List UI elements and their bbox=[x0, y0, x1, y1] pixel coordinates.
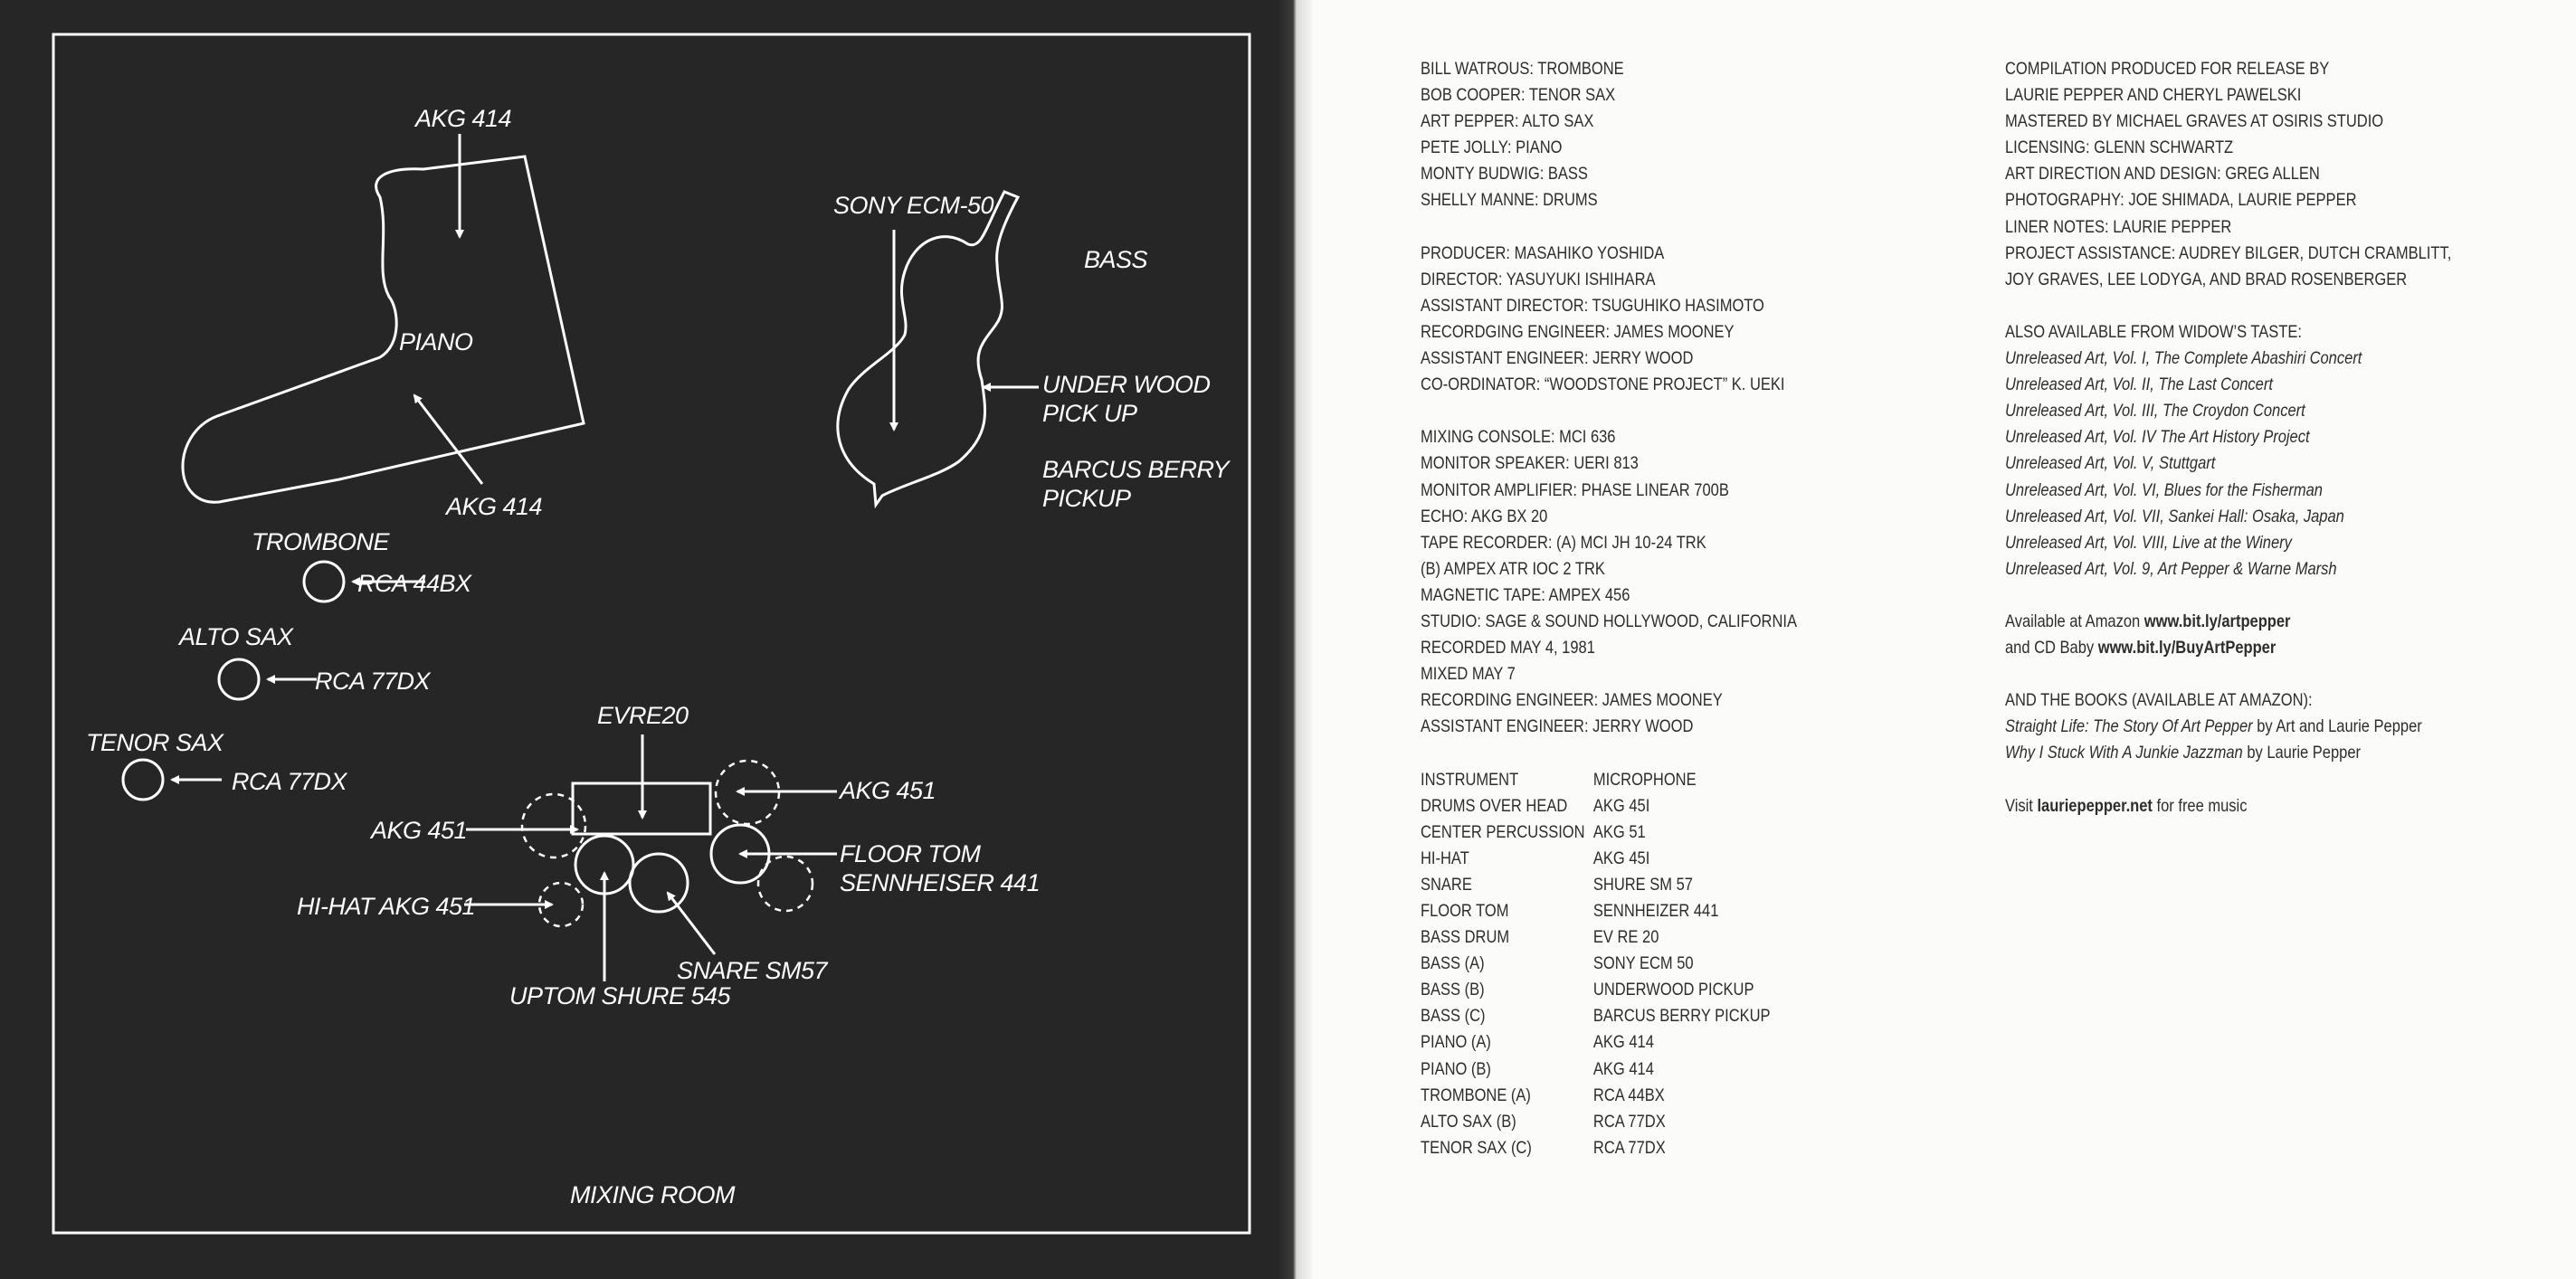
album-item: Unreleased Art, Vol. 9, Art Pepper & Warne Marsh bbox=[2005, 559, 2337, 579]
label-akg414-top: AKG 414 bbox=[415, 105, 512, 132]
equipment-line: RECORDING ENGINEER: JAMES MOONEY bbox=[1421, 691, 1723, 711]
book-author: by Laurie Pepper bbox=[2242, 744, 2361, 763]
table-row bbox=[1421, 1003, 1797, 1029]
cdbaby-prefix: and CD Baby bbox=[2005, 639, 2098, 658]
cdbaby-line bbox=[2005, 635, 2451, 661]
label-floortom-1: FLOOR TOM bbox=[840, 840, 981, 867]
tenor-sax-mic bbox=[123, 760, 163, 800]
microphone-cell: AKG 45I bbox=[1592, 848, 1650, 868]
album-item: Unreleased Art, Vol. VI, Blues for the Fisherman bbox=[2005, 480, 2323, 500]
album-item: Unreleased Art, Vol. I, The Complete Abashiri Concert bbox=[2005, 349, 2362, 369]
microphone-cell: SHURE SM 57 bbox=[1592, 875, 1693, 895]
production-line: CO-ORDINATOR: “WOODSTONE PROJECT” K. UEKI bbox=[1421, 375, 1785, 395]
label-uptom: UPTOM SHURE 545 bbox=[509, 982, 731, 1009]
musician-line: BOB COOPER: TENOR SAX bbox=[1421, 86, 1616, 106]
alto-sax-mic bbox=[219, 659, 259, 699]
book-author: by Art and Laurie Pepper bbox=[2252, 717, 2422, 737]
microphone-cell: RCA 77DX bbox=[1592, 1112, 1666, 1132]
instrument-cell: SNARE bbox=[1421, 875, 1472, 895]
table-row bbox=[1421, 1056, 1797, 1083]
equipment-line: MAGNETIC TAPE: AMPEX 456 bbox=[1421, 585, 1630, 605]
instrument-cell: DRUMS OVER HEAD bbox=[1421, 796, 1568, 816]
compilation-line: ART DIRECTION AND DESIGN: GREG ALLEN bbox=[2005, 165, 2320, 185]
instrument-cell: PIANO (A) bbox=[1421, 1033, 1491, 1053]
instrument-cell: PIANO (B) bbox=[1421, 1059, 1491, 1079]
production-line: RECORDGING ENGINEER: JAMES MOONEY bbox=[1421, 322, 1735, 342]
table-row bbox=[1421, 1109, 1797, 1135]
label-bass: BASS bbox=[1084, 246, 1148, 273]
snare-drum bbox=[630, 854, 688, 912]
book-title: Straight Life: The Story Of Art Pepper bbox=[2005, 717, 2253, 737]
album-item: Unreleased Art, Vol. VIII, Live at the Winery bbox=[2005, 533, 2292, 553]
table-row bbox=[1421, 793, 1797, 820]
instrument-cell: BASS DRUM bbox=[1421, 928, 1510, 948]
album-item: Unreleased Art, Vol. VII, Sankei Hall: Osaka, Japan bbox=[2005, 507, 2344, 526]
microphone-cell: UNDERWOOD PICKUP bbox=[1592, 981, 1754, 1000]
instrument-cell: ALTO SAX (B) bbox=[1421, 1112, 1516, 1132]
label-altosax: ALTO SAX bbox=[179, 623, 293, 650]
label-underwood-2: PICK UP bbox=[1042, 400, 1137, 427]
microphone-cell: SONY ECM 50 bbox=[1592, 954, 1694, 974]
compilation-line: PROJECT ASSISTANCE: AUDREY BILGER, DUTCH CRAMBLITT, bbox=[2005, 243, 2452, 263]
instrument-cell: FLOOR TOM bbox=[1421, 902, 1509, 921]
compilation-line: LICENSING: GLENN SCHWARTZ bbox=[2005, 138, 2234, 158]
compilation-line: LAURIE PEPPER AND CHERYL PAWELSKI bbox=[2005, 86, 2302, 106]
book-title: Why I Stuck With A Junkie Jazzman bbox=[2005, 744, 2243, 763]
album-item: Unreleased Art, Vol. III, The Croydon Concert bbox=[2005, 402, 2305, 422]
piano-shape bbox=[183, 156, 584, 502]
microphone-cell: AKG 45I bbox=[1592, 796, 1650, 816]
musician-line: PETE JOLLY: PIANO bbox=[1421, 138, 1563, 158]
microphone-cell: EV RE 20 bbox=[1592, 928, 1659, 948]
label-barcus-2: PICKUP bbox=[1042, 485, 1131, 512]
visit-prefix: Visit bbox=[2005, 796, 2038, 816]
album-item: Unreleased Art, Vol. V, Stuttgart bbox=[2005, 454, 2216, 474]
label-piano: PIANO bbox=[399, 328, 473, 355]
amazon-link[interactable]: www.bit.ly/artpepper bbox=[2143, 611, 2291, 631]
label-akg414-bottom: AKG 414 bbox=[446, 493, 543, 520]
microphone-cell: AKG 51 bbox=[1592, 822, 1646, 842]
production-line: PRODUCER: MASAHIKO YOSHIDA bbox=[1421, 243, 1665, 263]
production-line: ASSISTANT DIRECTOR: TSUGUHIKO HASIMOTO bbox=[1421, 296, 1764, 316]
musician-line: BILL WATROUS: TROMBONE bbox=[1421, 60, 1624, 79]
header-microphone: MICROPHONE bbox=[1592, 770, 1697, 790]
compilation-line: COMPILATION PRODUCED FOR RELEASE BY bbox=[2005, 60, 2330, 79]
table-row bbox=[1421, 872, 1797, 898]
equipment-line: RECORDED MAY 4, 1981 bbox=[1421, 639, 1595, 658]
table-row bbox=[1421, 846, 1797, 872]
label-akg451-right: AKG 451 bbox=[840, 777, 936, 804]
label-mixing-room: MIXING ROOM bbox=[570, 1181, 735, 1208]
trombone-mic bbox=[304, 562, 344, 602]
label-hihat: HI-HAT AKG 451 bbox=[297, 893, 476, 920]
production-line: ASSISTANT ENGINEER: JERRY WOOD bbox=[1421, 349, 1694, 369]
books-heading: AND THE BOOKS (AVAILABLE AT AMAZON): bbox=[2005, 691, 2313, 711]
instrument-cell: HI-HAT bbox=[1421, 848, 1469, 868]
production-list bbox=[1421, 241, 1797, 399]
floor-tom-mic-right bbox=[758, 857, 813, 911]
table-row bbox=[1421, 1083, 1797, 1109]
table-row bbox=[1421, 951, 1797, 977]
label-tenorsax: TENOR SAX bbox=[86, 729, 223, 756]
instrument-cell: BASS (A) bbox=[1421, 954, 1485, 974]
instrument-cell: CENTER PERCUSSION bbox=[1421, 822, 1585, 842]
website-link[interactable]: lauriepepper.net bbox=[2037, 796, 2153, 816]
credits-column-left bbox=[1421, 56, 1797, 1161]
equipment-line: MIXING CONSOLE: MCI 636 bbox=[1421, 428, 1616, 448]
production-line: DIRECTOR: YASUYUKI ISHIHARA bbox=[1421, 270, 1656, 289]
compilation-line: LINER NOTES: LAURIE PEPPER bbox=[2005, 217, 2232, 237]
equipment-line: ECHO: AKG BX 20 bbox=[1421, 507, 1548, 526]
table-row bbox=[1421, 1029, 1797, 1056]
label-sony: SONY ECM-50 bbox=[833, 192, 994, 219]
label-akg451-left: AKG 451 bbox=[371, 817, 468, 844]
equipment-line: MONITOR SPEAKER: UERI 813 bbox=[1421, 454, 1639, 474]
visit-line bbox=[2005, 793, 2451, 820]
label-trombone: TROMBONE bbox=[252, 528, 390, 555]
cdbaby-link[interactable]: www.bit.ly/BuyArtPepper bbox=[2097, 639, 2277, 658]
equipment-line: MIXED MAY 7 bbox=[1421, 665, 1516, 685]
equipment-line: MONITOR AMPLIFIER: PHASE LINEAR 700B bbox=[1421, 480, 1729, 500]
book-item bbox=[2005, 714, 2451, 740]
compilation-line: JOY GRAVES, LEE LODYGA, AND BRAD ROSENBERGER bbox=[2005, 270, 2408, 289]
table-header bbox=[1421, 767, 1797, 793]
overhead-mic-left bbox=[522, 794, 585, 857]
label-floortom-2: SENNHEISER 441 bbox=[840, 869, 1041, 896]
compilation-line: MASTERED BY MICHAEL GRAVES AT OSIRIS STUDIO bbox=[2005, 112, 2384, 132]
label-evre20: EVRE20 bbox=[597, 702, 689, 729]
musician-line: SHELLY MANNE: DRUMS bbox=[1421, 191, 1598, 211]
musicians-list bbox=[1421, 56, 1797, 214]
table-row bbox=[1421, 898, 1797, 924]
instrument-cell: BASS (C) bbox=[1421, 1007, 1486, 1027]
label-rca77-alto: RCA 77DX bbox=[315, 668, 431, 695]
microphone-table bbox=[1421, 767, 1797, 1161]
header-instrument: INSTRUMENT bbox=[1421, 770, 1519, 790]
microphone-cell: BARCUS BERRY PICKUP bbox=[1592, 1007, 1771, 1027]
label-rca44: RCA 44BX bbox=[357, 570, 471, 597]
label-barcus-1: BARCUS BERRY bbox=[1042, 456, 1230, 483]
table-row bbox=[1421, 1135, 1797, 1161]
album-item: Unreleased Art, Vol. IV The Art History Project bbox=[2005, 428, 2310, 448]
album-item: Unreleased Art, Vol. II, The Last Concert bbox=[2005, 375, 2273, 395]
musician-line: ART PEPPER: ALTO SAX bbox=[1421, 112, 1594, 132]
instrument-cell: TROMBONE (A) bbox=[1421, 1085, 1531, 1105]
book-gutter bbox=[1278, 0, 1312, 1279]
label-rca77-tenor: RCA 77DX bbox=[232, 768, 347, 795]
equipment-list bbox=[1421, 424, 1797, 740]
table-row bbox=[1421, 977, 1797, 1003]
equipment-line: STUDIO: SAGE & SOUND HOLLYWOOD, CALIFORNIA bbox=[1421, 611, 1797, 631]
label-snare: SNARE SM57 bbox=[677, 957, 828, 984]
instrument-cell: BASS (B) bbox=[1421, 981, 1485, 1000]
equipment-line: (B) AMPEX ATR IOC 2 TRK bbox=[1421, 559, 1605, 579]
amazon-prefix: Available at Amazon bbox=[2005, 611, 2144, 631]
bass-shape bbox=[838, 192, 1018, 505]
visit-suffix: for free music bbox=[2152, 796, 2248, 816]
table-row bbox=[1421, 924, 1797, 951]
amazon-line bbox=[2005, 609, 2451, 635]
microphone-cell: AKG 414 bbox=[1592, 1033, 1654, 1053]
microphone-cell: RCA 44BX bbox=[1592, 1085, 1665, 1105]
microphone-cell: RCA 77DX bbox=[1592, 1138, 1666, 1158]
microphone-cell: SENNHEIZER 441 bbox=[1592, 902, 1719, 921]
compilation-credits bbox=[2005, 56, 2451, 293]
instrument-cell: TENOR SAX (C) bbox=[1421, 1138, 1532, 1158]
equipment-line: ASSISTANT ENGINEER: JERRY WOOD bbox=[1421, 717, 1694, 737]
label-underwood-1: UNDER WOOD bbox=[1042, 371, 1211, 398]
compilation-line: PHOTOGRAPHY: JOE SHIMADA, LAURIE PEPPER bbox=[2005, 191, 2357, 211]
musician-line: MONTY BUDWIG: BASS bbox=[1421, 165, 1588, 185]
credits-column-right bbox=[2005, 56, 2451, 820]
microphone-cell: AKG 414 bbox=[1592, 1059, 1654, 1079]
book-item bbox=[2005, 740, 2451, 766]
also-available-heading: ALSO AVAILABLE FROM WIDOW’S TASTE: bbox=[2005, 322, 2302, 342]
table-row bbox=[1421, 820, 1797, 846]
credits-page bbox=[1312, 0, 2576, 1279]
album-list bbox=[2005, 346, 2451, 583]
equipment-line: TAPE RECORDER: (A) MCI JH 10-24 TRK bbox=[1421, 533, 1706, 553]
